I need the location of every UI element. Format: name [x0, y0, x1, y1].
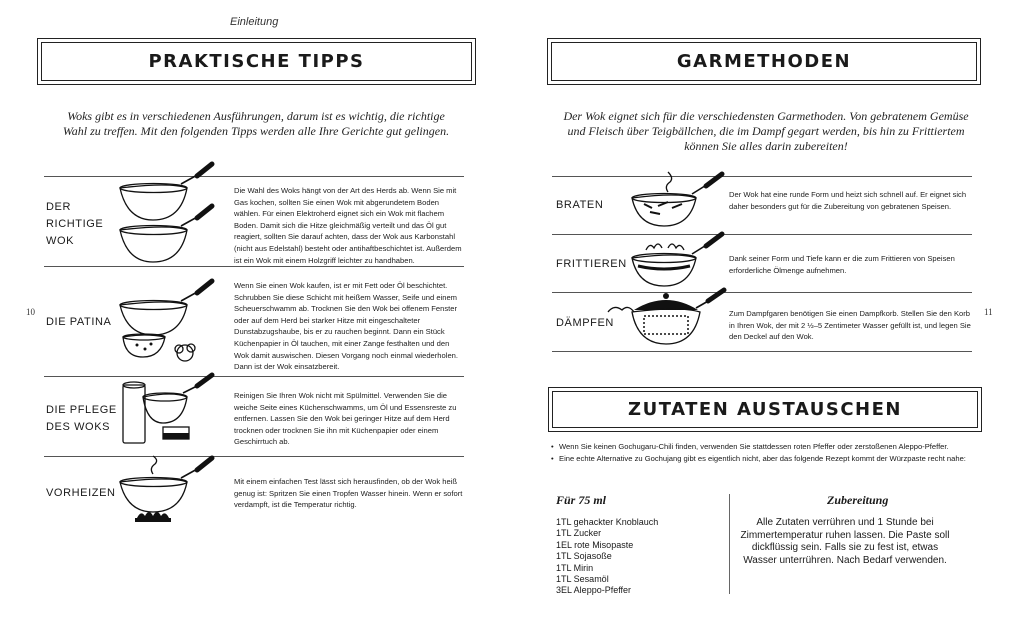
page-number-left: 10 — [26, 307, 35, 317]
page-title: GARMETHODEN — [676, 51, 852, 72]
ingredient-list — [556, 517, 658, 597]
ingredient-item: 1TL gehackter Knoblauch — [556, 517, 659, 527]
tip-text: Mit einem einfachen Test lässt sich herausfinden, ob der Wok heiß genug ist: Spritzen Sie einen Tropfen Wasser hinein. Wenn er sofort verdampft, ist die Temperatur richtig. — [234, 477, 463, 510]
method-label-daempfen: DÄMPFEN — [556, 317, 614, 329]
method-label-braten: BRATEN — [556, 199, 604, 211]
tip-text: Reinigen Sie Ihren Wok nicht mit Spülmittel. Verwenden Sie die weiche Seite eines Küchenschwamms, um Öl und Essensreste zu entfernen. Lassen Sie den Wok bei geringer Hitze auf dem Herd trocknen oder trocknen Sie ihn mit Küchenpapier oder einem Geschirrtuch ab. — [234, 391, 457, 447]
wok-with-sponge-icon — [115, 275, 220, 371]
divider — [552, 234, 972, 235]
divider — [44, 456, 464, 457]
wok-on-flame-icon — [115, 452, 220, 532]
bullet-item — [551, 441, 981, 453]
method-text: Zum Dampfgaren benötigen Sie einen Dampfkorb. Stellen Sie den Korb in Ihren Wok, der mit 2 ½–5 Zentimeter Wasser gefüllt ist, und legen Sie den Deckel auf den Wok. — [729, 309, 971, 342]
recipe-prep-text: Alle Zutaten verrühren und 1 Stunde bei Zimmertemperatur ruhen lassen. Die Paste soll dickflüssig sein. Falls sie zu fest ist, etwas Wasser unterrühren. Nach Bedarf verwenden. — [740, 517, 950, 566]
ingredient-item: 1TL Zucker — [556, 528, 602, 539]
bullet-text: Wenn Sie keinen Gochugaru-Chili finden, verwenden Sie stattdessen roten Pfeffer oder zerstoßenen Aleppo-Pfeffer. — [559, 442, 949, 451]
tip-text: Wenn Sie einen Wok kaufen, ist er mit Fett oder Öl beschichtet. Schrubben Sie diese Schicht mit heißem Wasser, Seife und einem Scheuerschwamm ab. Trocknen Sie den Wok bei offenem Fenster oder auf dem Herd bei starker Hitze mit eingeschalteter Dunstabzugshaube, bis er zu rauchen beginnt. Dann ein Stück Küchenpapier in Öl tauchen, mit einer Zange festhalten und den Wok damit auswischen. Diesen Vorgang noch einmal wiederholen. Dann ist der Wok einsatzbereit. — [234, 281, 459, 372]
divider — [44, 176, 464, 177]
page-number-right: 11 — [984, 307, 993, 317]
bullet-item — [551, 453, 981, 465]
ingredient-item: 1EL rote Misopaste — [556, 539, 634, 550]
column-divider — [729, 494, 730, 594]
recipe-yield-title: Für 75 ml — [556, 493, 607, 507]
title-box-garmethoden — [551, 42, 977, 81]
recipe-prep-title: Zubereitung — [827, 493, 889, 507]
method-text: Der Wok hat eine runde Form und heizt sich schnell auf. Er eignet sich daher besonders gut für die Zubereitung von gebratenen Speisen. — [729, 190, 967, 211]
ingredient-item: 3EL Aleppo-Pfeffer — [556, 585, 632, 596]
stir-fry-wok-icon — [628, 168, 728, 234]
title-box-zutaten-austauschen — [552, 391, 978, 428]
steamer-wok-icon — [604, 286, 730, 352]
divider — [552, 176, 972, 177]
tip-label-der-richtige-wok: DER RICHTIGE WOK — [46, 201, 104, 247]
bullet-text: Eine echte Alternative zu Gochujang gibt es eigentlich nicht, aber das folgende Rezept kommt der Würzpaste recht nahe: — [559, 454, 966, 463]
tip-text: Die Wahl des Woks hängt von der Art des Herds ab. Wenn Sie mit Gas kochen, sollten Sie einen Wok mit abgerundetem Boden wählen. Für einen Elektroherd eignet sich ein Wok mit flachem Boden. Damit sich die Hitze gleichmäßig verteilt und das Öl gut reagiert, sollten Sie darauf achten, dass der Wok aus Karbonstahl (nicht aus Edelstahl) besteht oder antihaftbeschichtet ist. Außerdem ist ein Wok mit einem Holzgriff leichter zu handhaben. — [234, 186, 462, 265]
ingredient-item: 1TL Mirin — [556, 562, 594, 573]
method-text: Dank seiner Form und Tiefe kann er die zum Frittieren von Speisen erforderliche Ölmenge aufnehmen. — [729, 254, 955, 275]
bullet-list — [551, 441, 981, 465]
ingredient-item: 1TL Sojasoße — [556, 551, 612, 562]
deep-fry-wok-icon — [628, 228, 728, 292]
tip-label-die-pflege-des-woks: DIE PFLEGE DES WOKS — [46, 404, 117, 433]
method-label-frittieren: FRITTIEREN — [556, 258, 627, 270]
page-title: PRAKTISCHE TIPPS — [148, 51, 365, 72]
tip-label-die-patina: DIE PATINA — [46, 316, 112, 328]
wok-paper-towel-sponge-icon — [115, 371, 220, 447]
bullet-dot: • — [551, 442, 554, 451]
section-title: ZUTATEN AUSTAUSCHEN — [628, 399, 902, 420]
two-woks-icon — [115, 160, 220, 266]
bullet-dot: • — [551, 454, 554, 463]
tip-label-vorheizen: VORHEIZEN — [46, 487, 116, 499]
ingredient-item: 1TL Sesamöl — [556, 574, 609, 585]
divider — [44, 376, 464, 377]
title-box-praktische-tipps — [41, 42, 472, 81]
intro-text: Der Wok eignet sich für die verschiedensten Garmethoden. Von gebratenem Gemüse und Fleisch über Teigbällchen, die im Dampf gegart werden, bis hin zu Frittiertem können Sie alles darin zubereiten! — [563, 109, 969, 153]
section-header: Einleitung — [230, 16, 279, 28]
intro-text: Woks gibt es in verschiedenen Ausführungen, darum ist es wichtig, die richtige Wahl zu treffen. Mit den folgenden Tipps werden alle Ihre Gerichte gut gelingen. — [62, 109, 450, 138]
